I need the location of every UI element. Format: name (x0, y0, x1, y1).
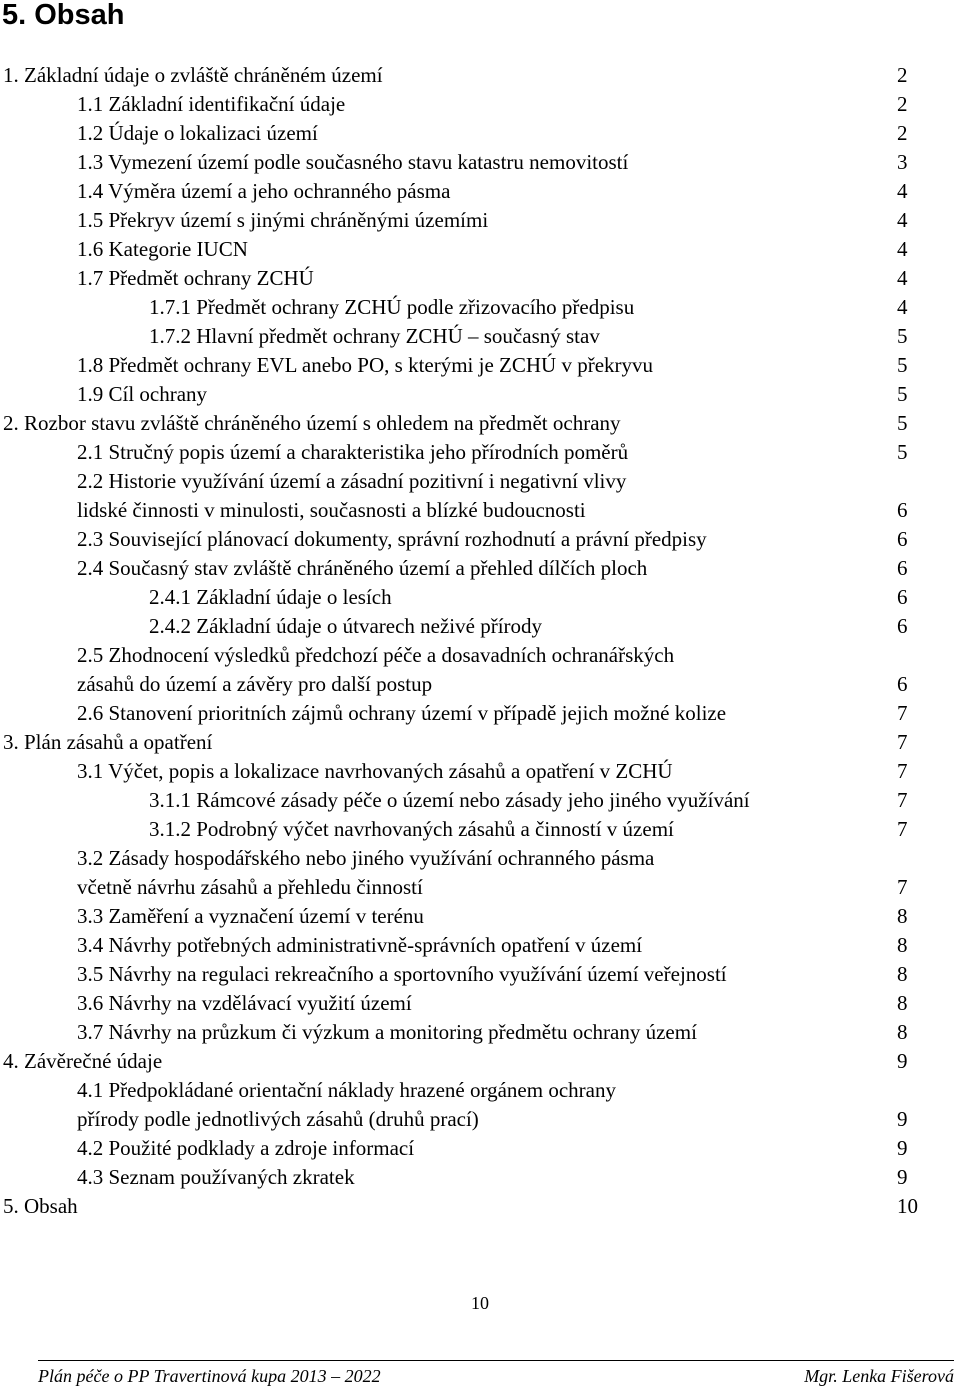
toc-entry[interactable] (0, 206, 960, 235)
toc-entry-page: 2 (897, 92, 908, 116)
toc-entry-page: 5 (897, 411, 908, 435)
toc-entry-title: 2.4.2 Základní údaje o útvarech neživé přírody (149, 614, 543, 638)
toc-entry-title: 1.9 Cíl ochrany (77, 382, 208, 406)
toc-entry[interactable] (0, 960, 960, 989)
toc-entry[interactable] (0, 699, 960, 728)
toc-entry-page: 9 (897, 1136, 908, 1160)
toc-entry-page: 7 (897, 701, 908, 725)
toc-entry-title: 1.7 Předmět ochrany ZCHÚ (77, 266, 314, 290)
toc-entry-page: 6 (897, 672, 908, 696)
toc-entry-title: 1.8 Předmět ochrany EVL anebo PO, s kterými je ZCHÚ v překryvu (77, 353, 654, 377)
toc-entry-title-line2: lidské činnosti v minulosti, současnosti a blízké budoucnosti (77, 498, 586, 522)
toc-entry[interactable] (0, 989, 960, 1018)
toc-entry-page: 8 (897, 1020, 908, 1044)
toc-entry[interactable] (0, 757, 960, 786)
toc-entry-page: 9 (897, 1107, 908, 1131)
toc-entry-title: 1.7.2 Hlavní předmět ochrany ZCHÚ – současný stav (149, 324, 600, 348)
toc-entry[interactable] (0, 264, 960, 293)
toc-entry-page: 4 (897, 208, 908, 232)
toc-entry-title: 1.6 Kategorie IUCN (77, 237, 248, 261)
toc-entry-title: 3.3 Zaměření a vyznačení území v terénu (77, 904, 424, 928)
toc-entry-page: 5 (897, 440, 908, 464)
toc-entry-page: 7 (897, 759, 908, 783)
toc-entry-title: 2.4 Současný stav zvláště chráněného území a přehled dílčích ploch (77, 556, 648, 580)
toc-entry-title-line2: zásahů do území a závěry pro další postup (77, 672, 433, 696)
toc-entry-title: 1.5 Překryv území s jinými chráněnými územími (77, 208, 489, 232)
toc-entry-page: 6 (897, 556, 908, 580)
toc-entry-title: 1.3 Vymezení území podle současného stavu katastru nemovitostí (77, 150, 629, 174)
toc-entry[interactable] (0, 728, 960, 757)
toc-entry-page: 7 (897, 875, 908, 899)
toc-entry-title: 2.3 Související plánovací dokumenty, správní rozhodnutí a právní předpisy (77, 527, 707, 551)
toc-entry[interactable] (0, 815, 960, 844)
toc-entry[interactable] (0, 902, 960, 931)
toc-entry-page: 6 (897, 498, 908, 522)
toc-entry-title: 2. Rozbor stavu zvláště chráněného území s ohledem na předmět ochrany (3, 411, 621, 435)
toc-entry[interactable] (0, 293, 960, 322)
toc-entry-title: 1.7.1 Předmět ochrany ZCHÚ podle zřizovacího předpisu (149, 295, 635, 319)
toc-entry-title: 3.7 Návrhy na průzkum či výzkum a monitoring předmětu ochrany území (77, 1020, 697, 1044)
footer-document-title: Plán péče o PP Travertinová kupa 2013 – 2022 (38, 1366, 381, 1386)
toc-entry-page: 9 (897, 1165, 908, 1189)
toc-entry-page: 6 (897, 585, 908, 609)
toc-entry[interactable] (0, 177, 960, 206)
toc-entry[interactable] (0, 61, 960, 90)
toc-entry[interactable] (0, 90, 960, 119)
toc-entry-title: 4.2 Použité podklady a zdroje informací (77, 1136, 415, 1160)
toc-entry[interactable] (0, 235, 960, 264)
toc-entry-title: 3.6 Návrhy na vzdělávací využití území (77, 991, 412, 1015)
toc-entry-page: 4 (897, 266, 908, 290)
toc-entry-page: 5 (897, 382, 908, 406)
toc-entry-page: 5 (897, 353, 908, 377)
toc-entry-title: 1.1 Základní identifikační údaje (77, 92, 346, 116)
toc-entry-title: 4.3 Seznam používaných zkratek (77, 1165, 355, 1189)
toc-entry-title: 3. Plán zásahů a opatření (3, 730, 213, 754)
toc-entry-title: 1.2 Údaje o lokalizaci území (77, 121, 318, 145)
toc-entry-title: 2.6 Stanovení prioritních zájmů ochrany území v případě jejich možné kolize (77, 701, 727, 725)
toc-entry-title-line2: včetně návrhu zásahů a přehledu činností (77, 875, 423, 899)
toc-entry-title-line1: 3.2 Zásady hospodářského nebo jiného využívání ochranného pásma (77, 846, 655, 870)
toc-entry[interactable] (0, 554, 960, 583)
toc-entry[interactable] (0, 641, 960, 699)
toc-entry-title (77, 467, 626, 525)
toc-entry-page: 10 (897, 1194, 918, 1218)
toc-entry-title: 3.5 Návrhy na regulaci rekreačního a sportovního využívání území veřejností (77, 962, 727, 986)
toc-entry-page: 7 (897, 788, 908, 812)
toc-entry[interactable] (0, 351, 960, 380)
toc-entry[interactable] (0, 119, 960, 148)
toc-entry-title: 2.1 Stručný popis území a charakteristika jeho přírodních poměrů (77, 440, 629, 464)
toc-entry[interactable] (0, 583, 960, 612)
toc-entry-page: 8 (897, 904, 908, 928)
toc-entry[interactable] (0, 844, 960, 902)
toc-entry-title-line1: 4.1 Předpokládané orientační náklady hrazené orgánem ochrany (77, 1078, 616, 1102)
toc-entry[interactable] (0, 467, 960, 525)
toc-entry[interactable] (0, 931, 960, 960)
toc-entry[interactable] (0, 786, 960, 815)
toc-entry-title: 3.1.1 Rámcové zásady péče o území nebo zásady jeho jiného využívání (149, 788, 750, 812)
toc-entry[interactable] (0, 322, 960, 351)
toc-entry-title: 5. Obsah (3, 1194, 78, 1218)
toc-entry-title (77, 844, 654, 902)
toc-entry-page: 2 (897, 121, 908, 145)
toc-entry-page: 7 (897, 730, 908, 754)
page-number: 10 (471, 1293, 489, 1313)
toc-entry-title (77, 641, 674, 699)
toc-entry-title: 3.1.2 Podrobný výčet navrhovaných zásahů a činností v území (149, 817, 674, 841)
toc-entry-title: 1. Základní údaje o zvláště chráněném území (3, 63, 383, 87)
table-of-contents (0, 61, 960, 1221)
page-footer (38, 1360, 954, 1386)
toc-entry-title: 4. Závěrečné údaje (3, 1049, 163, 1073)
toc-entry[interactable] (0, 1192, 960, 1221)
toc-entry-page: 6 (897, 527, 908, 551)
toc-entry-page: 3 (897, 150, 908, 174)
page-title: 5. Obsah (2, 0, 125, 31)
toc-entry[interactable] (0, 380, 960, 409)
footer-author: Mgr. Lenka Fišerová (804, 1366, 954, 1386)
toc-entry-title: 3.1 Výčet, popis a lokalizace navrhovaných zásahů a opatření v ZCHÚ (77, 759, 673, 783)
toc-entry[interactable] (0, 1134, 960, 1163)
toc-entry-page: 8 (897, 962, 908, 986)
toc-entry-page: 4 (897, 179, 908, 203)
toc-entry-page: 6 (897, 614, 908, 638)
toc-entry-title: 1.4 Výměra území a jeho ochranného pásma (77, 179, 451, 203)
toc-entry-title-line2: přírody podle jednotlivých zásahů (druhů prací) (77, 1107, 479, 1131)
toc-entry-page: 4 (897, 237, 908, 261)
toc-entry-title: 3.4 Návrhy potřebných administrativně-správních opatření v území (77, 933, 643, 957)
toc-entry-title (77, 1076, 616, 1134)
toc-entry-page: 5 (897, 324, 908, 348)
toc-entry-page: 7 (897, 817, 908, 841)
toc-entry[interactable] (0, 148, 960, 177)
toc-entry-title-line1: 2.5 Zhodnocení výsledků předchozí péče a dosavadních ochranářských (77, 643, 675, 667)
toc-entry[interactable] (0, 612, 960, 641)
toc-entry-title-line1: 2.2 Historie využívání území a zásadní pozitivní i negativní vlivy (77, 469, 627, 493)
toc-entry[interactable] (0, 525, 960, 554)
toc-entry-page: 4 (897, 295, 908, 319)
toc-entry[interactable] (0, 409, 960, 438)
toc-entry-page: 8 (897, 933, 908, 957)
toc-entry[interactable] (0, 1047, 960, 1076)
toc-entry[interactable] (0, 1076, 960, 1134)
toc-entry[interactable] (0, 1163, 960, 1192)
toc-entry-page: 8 (897, 991, 908, 1015)
toc-entry-title: 2.4.1 Základní údaje o lesích (149, 585, 392, 609)
toc-entry-page: 2 (897, 63, 908, 87)
toc-entry[interactable] (0, 438, 960, 467)
toc-entry-page: 9 (897, 1049, 908, 1073)
toc-entry[interactable] (0, 1018, 960, 1047)
